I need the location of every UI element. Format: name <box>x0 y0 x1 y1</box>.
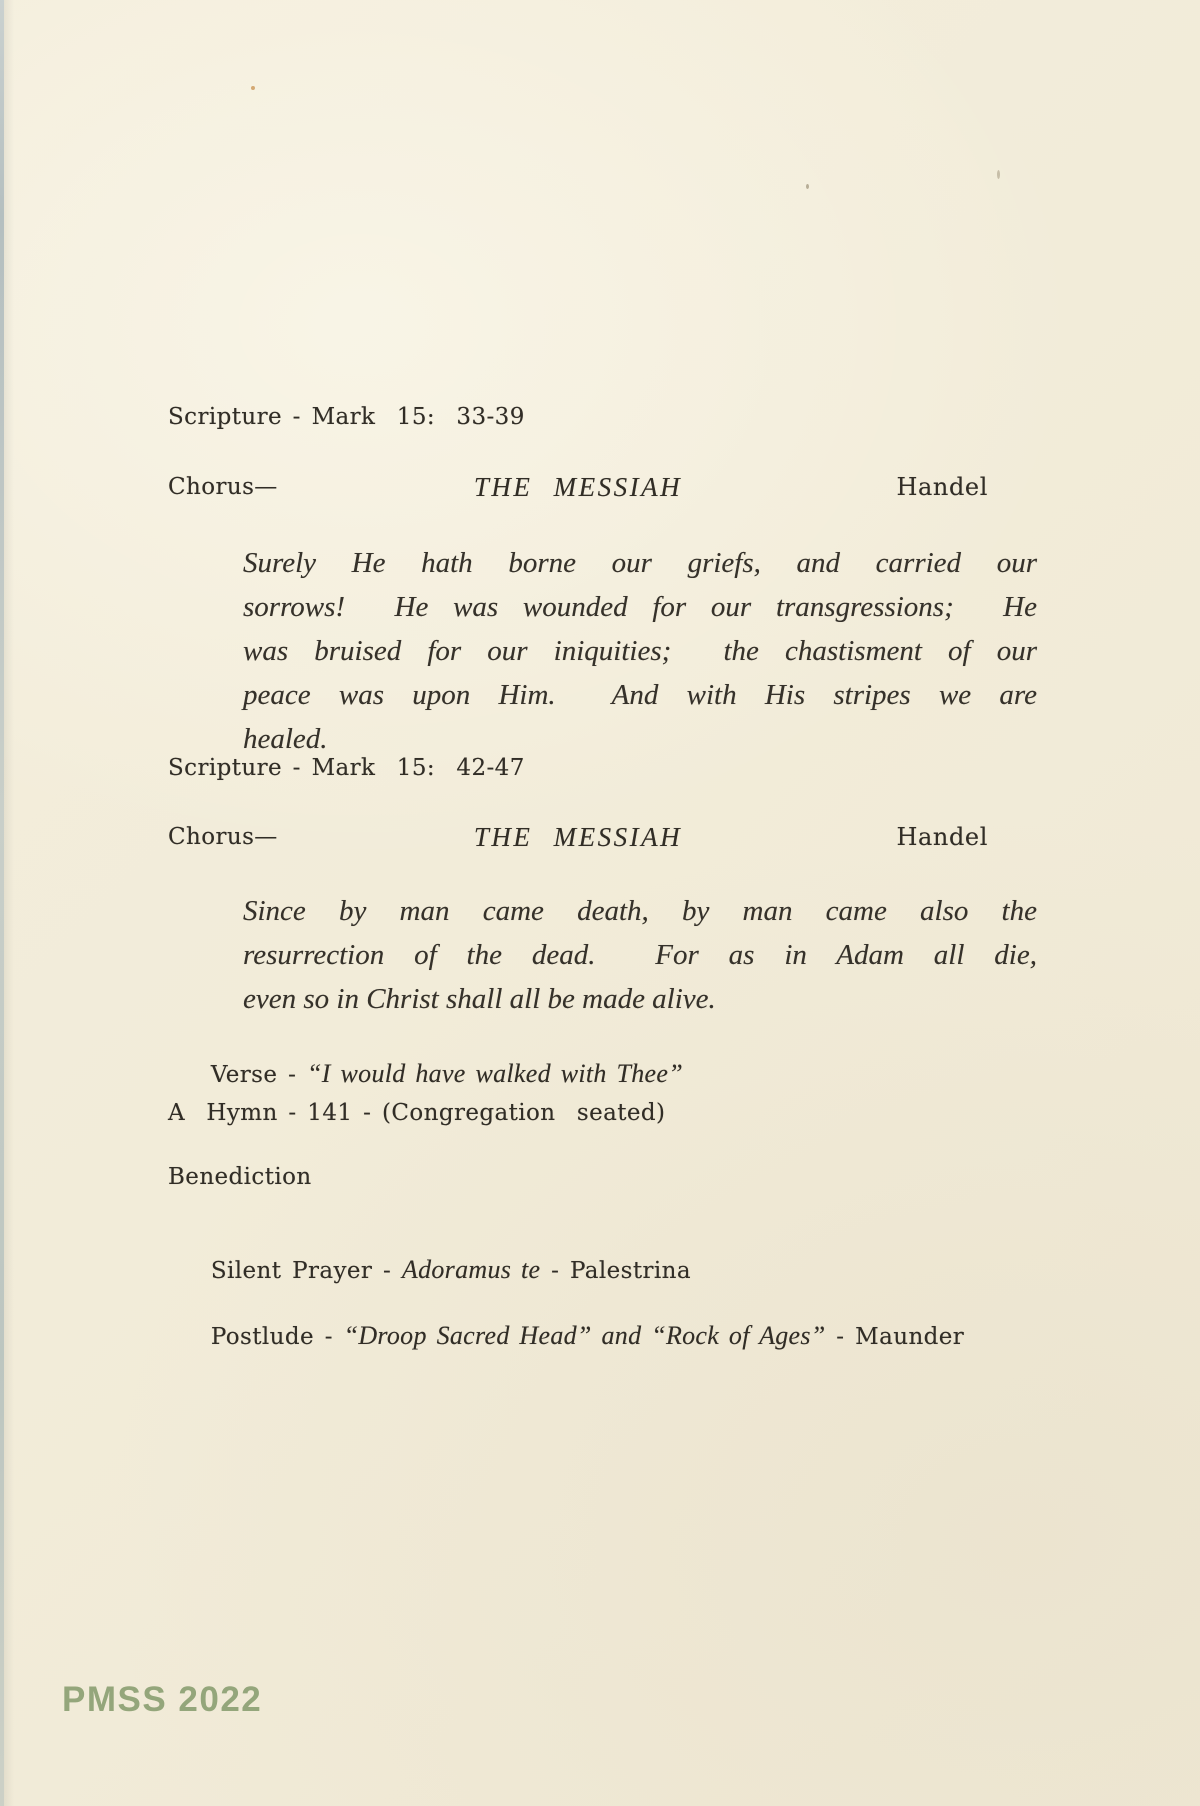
chorus-title: THE MESSIAH <box>473 472 683 502</box>
postlude-line <box>168 1295 964 1377</box>
chorus-label: Chorus— <box>168 824 278 850</box>
postlude-title: “Droop Sacred Head” and “Rock of Ages” <box>343 1321 826 1350</box>
chorus-composer: Handel <box>896 473 988 501</box>
chorus-label: Chorus— <box>168 474 278 500</box>
hymn-line: A Hymn - 141 - (Congregation seated) <box>168 1100 666 1126</box>
quote-line: Since by man came death, by man came also the <box>243 895 1037 927</box>
paper-speck <box>806 184 809 189</box>
chorus-title: THE MESSIAH <box>473 822 683 852</box>
postlude-label: Postlude - <box>210 1324 344 1350</box>
verse-label: Verse - <box>210 1062 307 1088</box>
quote-line: sorrows! He was wounded for our transgressions; He <box>243 591 1037 623</box>
chorus-composer: Handel <box>896 823 988 851</box>
quote-line: was bruised for our iniquities; the chastisment of our <box>243 635 1037 667</box>
scan-edge-shadow <box>4 0 14 1806</box>
paper-speck <box>997 170 1000 179</box>
scripture-line-1: Scripture - Mark 15: 33-39 <box>168 404 525 430</box>
quote-line: peace was upon Him. And with His stripes we are <box>243 679 1037 711</box>
benediction-line: Benediction <box>168 1164 312 1190</box>
chorus-row-1 <box>168 474 988 514</box>
anthem-quote-2 <box>243 889 1037 1021</box>
quote-line: Surely He hath borne our griefs, and carried our <box>243 547 1037 579</box>
silent-prayer-label: Silent Prayer - <box>210 1258 402 1284</box>
silent-prayer-title: Adoramus te <box>401 1255 541 1284</box>
postlude-composer: - Maunder <box>825 1324 965 1350</box>
chorus-row-2 <box>168 824 988 864</box>
quote-line: even so in Christ shall all be made alive. <box>243 983 716 1015</box>
pmss-watermark: PMSS 2022 <box>62 1680 263 1719</box>
verse-title: “I would have walked with Thee” <box>306 1059 683 1088</box>
paper-speck <box>251 86 255 90</box>
quote-line: healed. <box>243 723 328 755</box>
silent-prayer-composer: - Palestrina <box>540 1258 691 1284</box>
scripture-line-2: Scripture - Mark 15: 42-47 <box>168 755 525 781</box>
anthem-quote-1 <box>243 541 1037 761</box>
quote-line: resurrection of the dead. For as in Adam all die, <box>243 939 1037 971</box>
